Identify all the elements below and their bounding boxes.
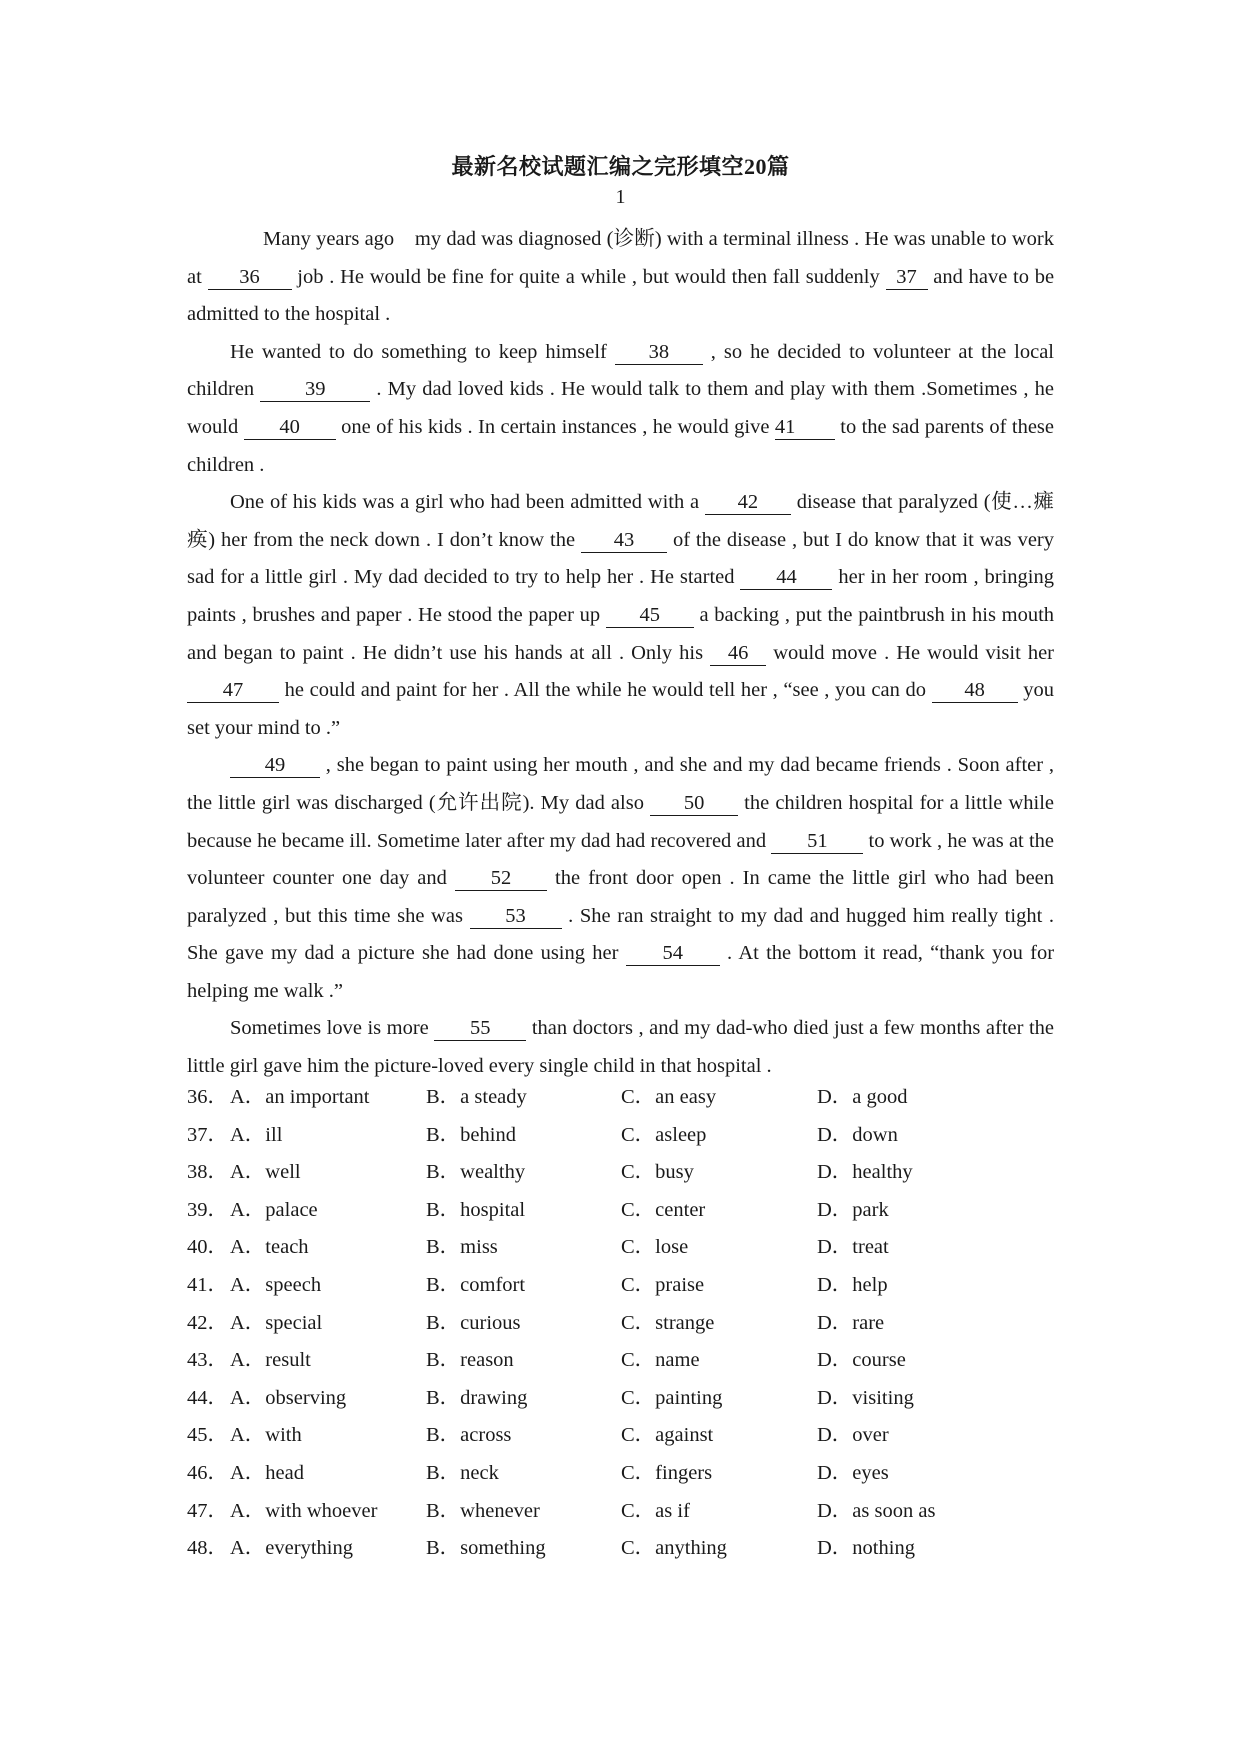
option-a: A．result bbox=[230, 1349, 311, 1372]
passage-text: than doctors , and my dad-who died just a few months after the little girl gave him the picture-loved every single child in that hospital . bbox=[187, 1017, 1055, 1078]
question-number: 40． bbox=[187, 1236, 228, 1259]
option-a: A．ill bbox=[230, 1123, 283, 1146]
option-d: D．park bbox=[817, 1198, 889, 1221]
option-c: C．praise bbox=[621, 1273, 705, 1296]
question-number: 48． bbox=[187, 1537, 228, 1560]
option-c: C．name bbox=[621, 1349, 700, 1372]
blank-49: 49 bbox=[230, 753, 320, 778]
passage-text: of the disease , but I do know that it was very sad for a little girl . My dad decided to try to help her . He started bbox=[187, 528, 1055, 589]
passage-text: . My dad loved kids . He would talk to them and play with them .Sometimes , he would bbox=[187, 378, 1055, 438]
option-b: B．behind bbox=[426, 1123, 516, 1146]
option-a: A．with whoever bbox=[230, 1499, 378, 1522]
option-d: D．rare bbox=[817, 1311, 885, 1334]
option-d: D．nothing bbox=[817, 1537, 915, 1560]
question-number: 37． bbox=[187, 1123, 228, 1146]
option-c: C．as if bbox=[621, 1499, 690, 1522]
question-number: 46． bbox=[187, 1461, 228, 1484]
question-row bbox=[187, 1417, 1054, 1455]
question-row bbox=[187, 1380, 1054, 1418]
blank-38: 38 bbox=[615, 340, 703, 365]
option-b: B．something bbox=[426, 1537, 546, 1560]
option-b: B．hospital bbox=[426, 1198, 526, 1221]
passage-text: the children hospital for a little while because he became ill. Sometime later after my dad had recovered and bbox=[187, 791, 1055, 852]
question-number: 41． bbox=[187, 1273, 228, 1296]
option-b: B．whenever bbox=[426, 1499, 540, 1522]
document-title: 最新名校试题汇编之完形填空20篇 bbox=[451, 154, 790, 179]
blank-42: 42 bbox=[705, 490, 791, 515]
option-d: D．healthy bbox=[817, 1161, 913, 1184]
paragraph-1 bbox=[187, 221, 1054, 334]
option-c: C．against bbox=[621, 1424, 714, 1447]
option-a: A．everything bbox=[230, 1537, 353, 1560]
option-c: C．fingers bbox=[621, 1461, 713, 1484]
passage-text: He wanted to do something to keep himself bbox=[230, 340, 607, 363]
option-d: D．over bbox=[817, 1424, 889, 1447]
option-c: C．lose bbox=[621, 1236, 689, 1259]
paragraph-2 bbox=[187, 334, 1054, 484]
passage-text: One of his kids was a girl who had been admitted with a bbox=[230, 491, 700, 514]
passage-text: job . He would be fine for quite a while , but would then fall suddenly bbox=[297, 265, 880, 288]
blank-50: 50 bbox=[650, 791, 738, 816]
question-row bbox=[187, 1079, 1054, 1117]
option-b: B．reason bbox=[426, 1349, 514, 1372]
question-number: 43． bbox=[187, 1349, 228, 1372]
option-d: D．down bbox=[817, 1123, 898, 1146]
option-a: A．an important bbox=[230, 1086, 370, 1108]
option-d: D．course bbox=[817, 1349, 906, 1372]
blank-51: 51 bbox=[771, 829, 863, 854]
passage-text: her in her room , bringing paints , brushes and paper . He stood the paper up bbox=[187, 566, 1055, 626]
option-b: B．neck bbox=[426, 1461, 499, 1484]
blank-54: 54 bbox=[626, 941, 720, 966]
question-row bbox=[187, 1154, 1054, 1192]
question-row bbox=[187, 1267, 1054, 1305]
blank-40: 40 bbox=[244, 415, 336, 440]
blank-53: 53 bbox=[470, 904, 562, 929]
question-number: 47． bbox=[187, 1499, 228, 1522]
option-b: B．drawing bbox=[426, 1386, 528, 1409]
option-d: D．visiting bbox=[817, 1386, 914, 1409]
blank-47: 47 bbox=[187, 678, 279, 703]
blank-43: 43 bbox=[581, 528, 667, 553]
blank-36: 36 bbox=[208, 265, 292, 290]
option-a: A．well bbox=[230, 1161, 301, 1184]
passage-text: , she began to paint using her mouth , and she and my dad became friends . Soon after , the little girl was discharged (允许出院). My dad also bbox=[187, 754, 1055, 814]
question-row bbox=[187, 1342, 1054, 1380]
blank-48: 48 bbox=[932, 678, 1018, 703]
option-d: D．a good bbox=[817, 1086, 908, 1108]
option-a: A．special bbox=[230, 1311, 323, 1334]
passage-text: would move . He would visit her bbox=[773, 641, 1054, 664]
question-row bbox=[187, 1117, 1054, 1155]
blank-45: 45 bbox=[606, 603, 694, 628]
cloze-passage bbox=[187, 221, 1054, 1086]
option-a: A．speech bbox=[230, 1273, 322, 1296]
option-c: C．an easy bbox=[621, 1086, 717, 1108]
option-c: C．busy bbox=[621, 1161, 694, 1184]
question-row bbox=[187, 1229, 1054, 1267]
passage-text: . She ran straight to my dad and hugged him really tight . She gave my dad a picture she had done using her bbox=[187, 904, 1055, 965]
option-b: B．wealthy bbox=[426, 1161, 526, 1184]
option-d: D．as soon as bbox=[817, 1499, 936, 1522]
option-c: C．center bbox=[621, 1198, 706, 1221]
passage-text: one of his kids . In certain instances , he would give bbox=[341, 415, 770, 438]
option-c: C．strange bbox=[621, 1311, 715, 1334]
question-number: 36． bbox=[187, 1086, 228, 1108]
option-a: A．teach bbox=[230, 1236, 309, 1259]
option-a: A．head bbox=[230, 1461, 305, 1484]
passage-text: Sometimes love is more bbox=[230, 1017, 429, 1040]
option-a: A．palace bbox=[230, 1198, 318, 1221]
option-c: C．painting bbox=[621, 1386, 723, 1409]
passage-text: a backing , put the paintbrush in his mouth and began to paint . He didn’t use his hands at all . Only his bbox=[187, 603, 1055, 664]
option-b: B．comfort bbox=[426, 1273, 526, 1296]
passage-text: to work , he was at the volunteer counter one day and bbox=[187, 829, 1054, 890]
passage-text: , so he decided to volunteer at the local children bbox=[187, 340, 1055, 401]
passage-text: he could and paint for her . All the while he would tell her , “see , you can do bbox=[284, 679, 926, 702]
question-row bbox=[187, 1305, 1054, 1343]
option-b: B．miss bbox=[426, 1236, 498, 1259]
blank-52: 52 bbox=[455, 866, 547, 891]
paragraph-4 bbox=[187, 747, 1054, 1010]
option-b: B．across bbox=[426, 1424, 512, 1447]
blank-55: 55 bbox=[434, 1016, 526, 1041]
blank-37: 37 bbox=[886, 265, 928, 290]
option-c: C．anything bbox=[621, 1537, 727, 1560]
option-c: C．asleep bbox=[621, 1123, 707, 1146]
blank-39: 39 bbox=[260, 377, 370, 402]
answer-options bbox=[187, 1079, 1054, 1568]
blank-46: 46 bbox=[710, 641, 766, 666]
question-number: 45． bbox=[187, 1424, 228, 1447]
paragraph-3 bbox=[187, 484, 1054, 747]
paragraph-5 bbox=[187, 1010, 1054, 1085]
option-a: A．with bbox=[230, 1424, 302, 1447]
blank-44: 44 bbox=[740, 565, 832, 590]
section-number: 1 bbox=[615, 186, 626, 208]
option-b: B．a steady bbox=[426, 1086, 527, 1108]
question-number: 42． bbox=[187, 1311, 228, 1334]
option-d: D．eyes bbox=[817, 1461, 889, 1484]
passage-text: the front door open . In came the little girl who had been paralyzed , but this time she was bbox=[187, 867, 1055, 927]
passage-text: Many years ago my dad was diagnosed (诊断) with a terminal illness . He was unable to work at bbox=[187, 228, 1054, 288]
passage-text: you set your mind to .” bbox=[187, 679, 1054, 739]
passage-text: and have to be admitted to the hospital . bbox=[187, 265, 1055, 326]
blank-41: 41 bbox=[775, 415, 835, 440]
question-row bbox=[187, 1455, 1054, 1493]
passage-text: to the sad parents of these children . bbox=[187, 415, 1054, 476]
option-d: D．help bbox=[817, 1273, 888, 1296]
question-number: 39． bbox=[187, 1198, 228, 1221]
question-row bbox=[187, 1530, 1054, 1568]
question-number: 38． bbox=[187, 1161, 228, 1184]
passage-text: disease that paralyzed (使…瘫痪) her from the neck down . I don’t know the bbox=[187, 491, 1055, 551]
passage-text: . At the bottom it read, “thank you for helping me walk .” bbox=[187, 942, 1055, 1002]
option-d: D．treat bbox=[817, 1236, 889, 1259]
question-row bbox=[187, 1192, 1054, 1230]
question-row bbox=[187, 1493, 1054, 1531]
question-number: 44． bbox=[187, 1386, 228, 1409]
option-a: A．observing bbox=[230, 1386, 347, 1409]
option-b: B．curious bbox=[426, 1311, 521, 1334]
